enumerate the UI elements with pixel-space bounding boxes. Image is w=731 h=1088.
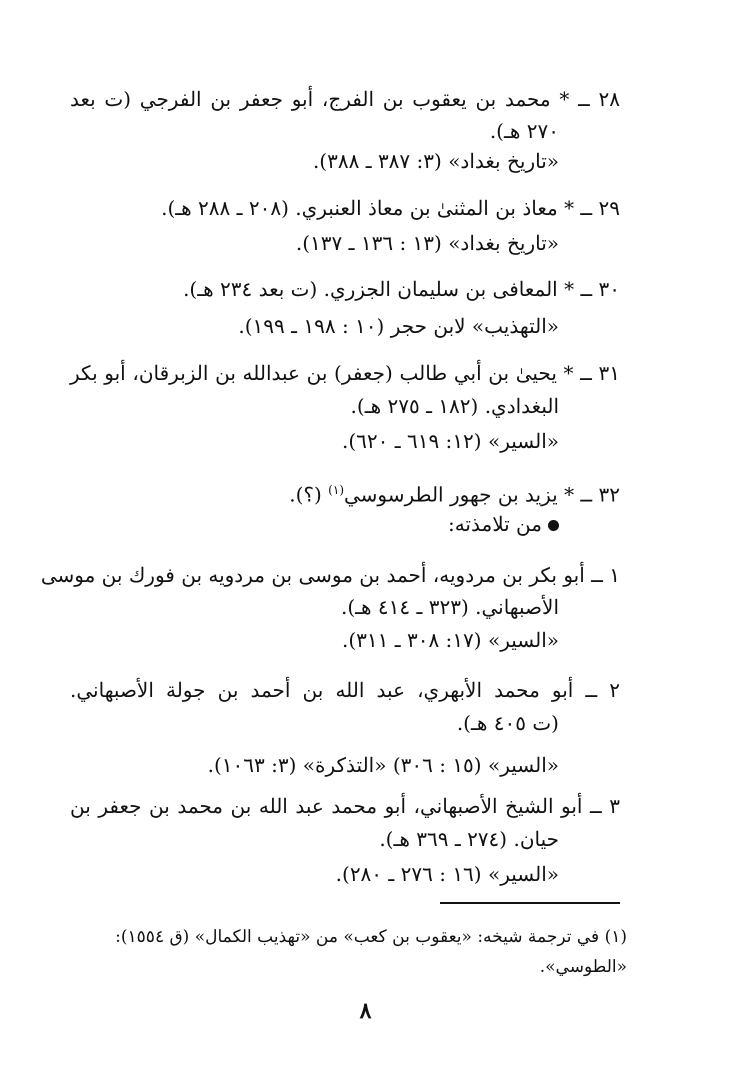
student-2-source: «السير» (١٥ : ٣٠٦) «التذكرة» (٣: ١٠٦٣). <box>207 753 559 777</box>
entry-29-line-1: ٢٩ ــ * معاذ بن المثنىٰ بن معاذ العنبري. (٢٠٨ ـ ٢٨٨ هـ). <box>161 196 620 220</box>
entry-31-line-2: البغدادي. (١٨٢ ـ ٢٧٥ هـ). <box>350 394 559 418</box>
entry-32-head: ٣٢ ــ * يزيد بن جهور الطرسوسي <box>344 482 620 507</box>
footnote-ref: (١) <box>328 483 344 497</box>
student-1-line-1: ١ ــ أبو بكر بن مردويه، أحمد بن موسى بن مردويه بن فورك بن موسى <box>40 563 620 587</box>
footnote-line-1: (١) في ترجمة شيخه: «يعقوب بن كعب» من «تهذيب الكمال» (ق ١٥٥٤): <box>115 927 627 947</box>
student-3-line-1: ٣ ــ أبو الشيخ الأصبهاني، أبو محمد عبد الله بن محمد بن جعفر بن <box>70 794 621 818</box>
student-2-line-1: ٢ ــ أبو محمد الأبهري، عبد الله بن أحمد بن جولة الأصبهاني. <box>70 678 620 702</box>
entry-32-tail: (؟). <box>289 482 329 507</box>
entry-28-source: «تاريخ بغداد» (٣: ٣٨٧ ـ ٣٨٨). <box>312 149 559 173</box>
student-1-line-2: الأصبهاني. (٣٢٣ ـ ٤١٤ هـ). <box>340 595 559 619</box>
entry-30-source: «التهذيب» لابن حجر (١٠ : ١٩٨ ـ ١٩٩). <box>238 314 559 338</box>
student-1-source: «السير» (١٧: ٣٠٨ ـ ٣١١). <box>341 628 559 652</box>
entry-31-line-1: ٣١ ــ * يحيىٰ بن أبي طالب (جعفر) بن عبدالله بن الزبرقان، أبو بكر <box>70 361 620 385</box>
footnote-separator <box>440 902 620 904</box>
student-3-line-2: حيان. (٢٧٤ ـ ٣٦٩ هـ). <box>379 827 559 851</box>
entry-31-source: «السير» (١٢: ٦١٩ ـ ٦٢٠). <box>341 429 559 453</box>
students-heading-line <box>448 511 559 537</box>
bullet-icon <box>548 520 559 531</box>
student-2-line-2: (ت ٤٠٥ هـ). <box>456 711 559 735</box>
entry-30-line-1: ٣٠ ــ * المعافى بن سليمان الجزري. (ت بعد ٢٣٤ هـ). <box>183 277 620 301</box>
entry-32-line-1 <box>289 477 620 508</box>
footnote-line-2: «الطوسي». <box>539 957 627 977</box>
page-number: ٨ <box>359 998 372 1024</box>
entry-28-line-1: ٢٨ ــ * محمد بن يعقوب بن الفرج، أبو جعفر بن الفرجي (ت بعد <box>70 87 620 111</box>
entry-28-line-2: ٢٧٠ هـ). <box>489 119 559 143</box>
entry-29-source: «تاريخ بغداد» (١٣ : ١٣٦ ـ ١٣٧). <box>295 231 559 255</box>
students-heading: من تلامذته: <box>447 512 542 536</box>
student-3-source: «السير» (١٦ : ٢٧٦ ـ ٢٨٠). <box>335 862 559 886</box>
